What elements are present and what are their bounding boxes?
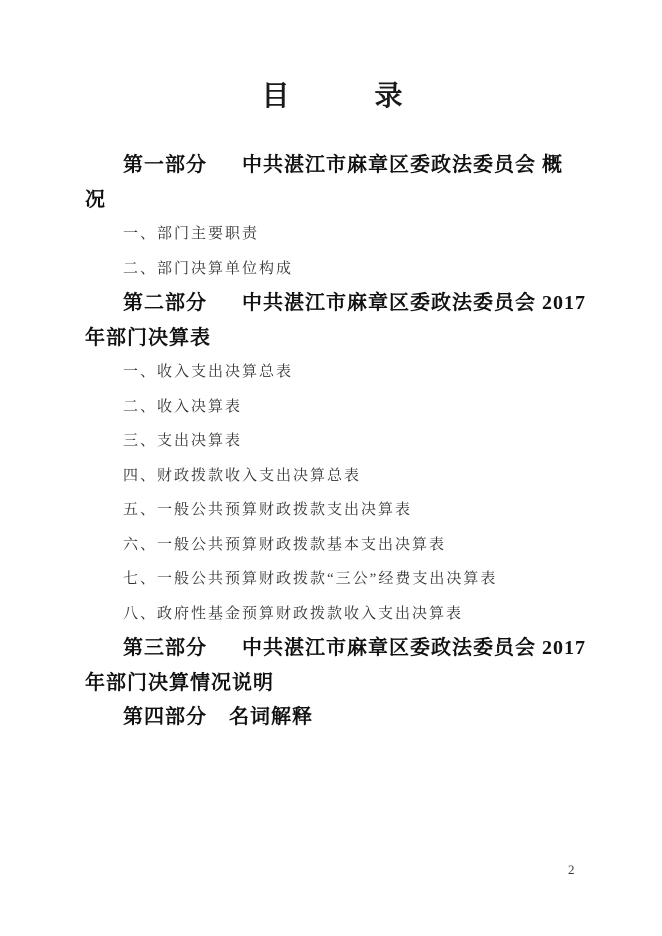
page-title: [85, 80, 579, 114]
section-1-heading-line-2: 况: [85, 188, 106, 211]
toc-item-1-1: 一、部门主要职责: [123, 226, 260, 242]
section-3-heading-line-1: [85, 631, 586, 666]
section-1-number: 第一部分: [123, 154, 207, 176]
toc-item-2-5: 五、一般公共预算财政拨款支出决算表: [123, 502, 413, 518]
toc-item-2-6: 六、一般公共预算财政拨款基本支出决算表: [123, 536, 447, 553]
section-1-heading-line-1: [85, 148, 579, 183]
section-2-heading-line-2: 年部门决算表: [85, 326, 211, 349]
toc-item-2-3: 三、支出决算表: [123, 433, 243, 449]
section-3-title: 中共湛江市麻章区委政法委员会 2017: [242, 637, 586, 659]
section-3-number: 第三部分: [123, 637, 207, 659]
toc-item-2-1: 一、收入支出决算总表: [123, 364, 294, 380]
toc-item-2-7: 七、一般公共预算财政拨款“三公”经费支出决算表: [123, 571, 498, 587]
toc-item-2-8: 八、政府性基金预算财政拨款收入支出决算表: [123, 605, 464, 622]
section-2-title: 中共湛江市麻章区委政法委员会 2017: [242, 292, 586, 314]
title-char-right: 录: [374, 81, 403, 112]
toc-item-2-4: 四、财政拨款收入支出决算总表: [123, 467, 362, 484]
toc-content: [85, 80, 586, 735]
toc-item-2-2: 二、收入决算表: [123, 398, 243, 415]
section-4-heading-line-1: [85, 700, 579, 735]
section-2-heading-line-1: [85, 286, 586, 321]
section-4-number: 第四部分: [123, 706, 207, 728]
title-char-left: 目: [261, 81, 290, 112]
section-3-heading-line-2: 年部门决算情况说明: [85, 671, 274, 694]
page-number: 2: [568, 862, 575, 877]
section-2-number: 第二部分: [123, 292, 207, 314]
section-1-title: 中共湛江市麻章区委政法委员会 概: [242, 154, 563, 176]
section-4-title: 名词解释: [229, 706, 313, 728]
toc-item-1-2: 二、部门决算单位构成: [123, 260, 294, 277]
